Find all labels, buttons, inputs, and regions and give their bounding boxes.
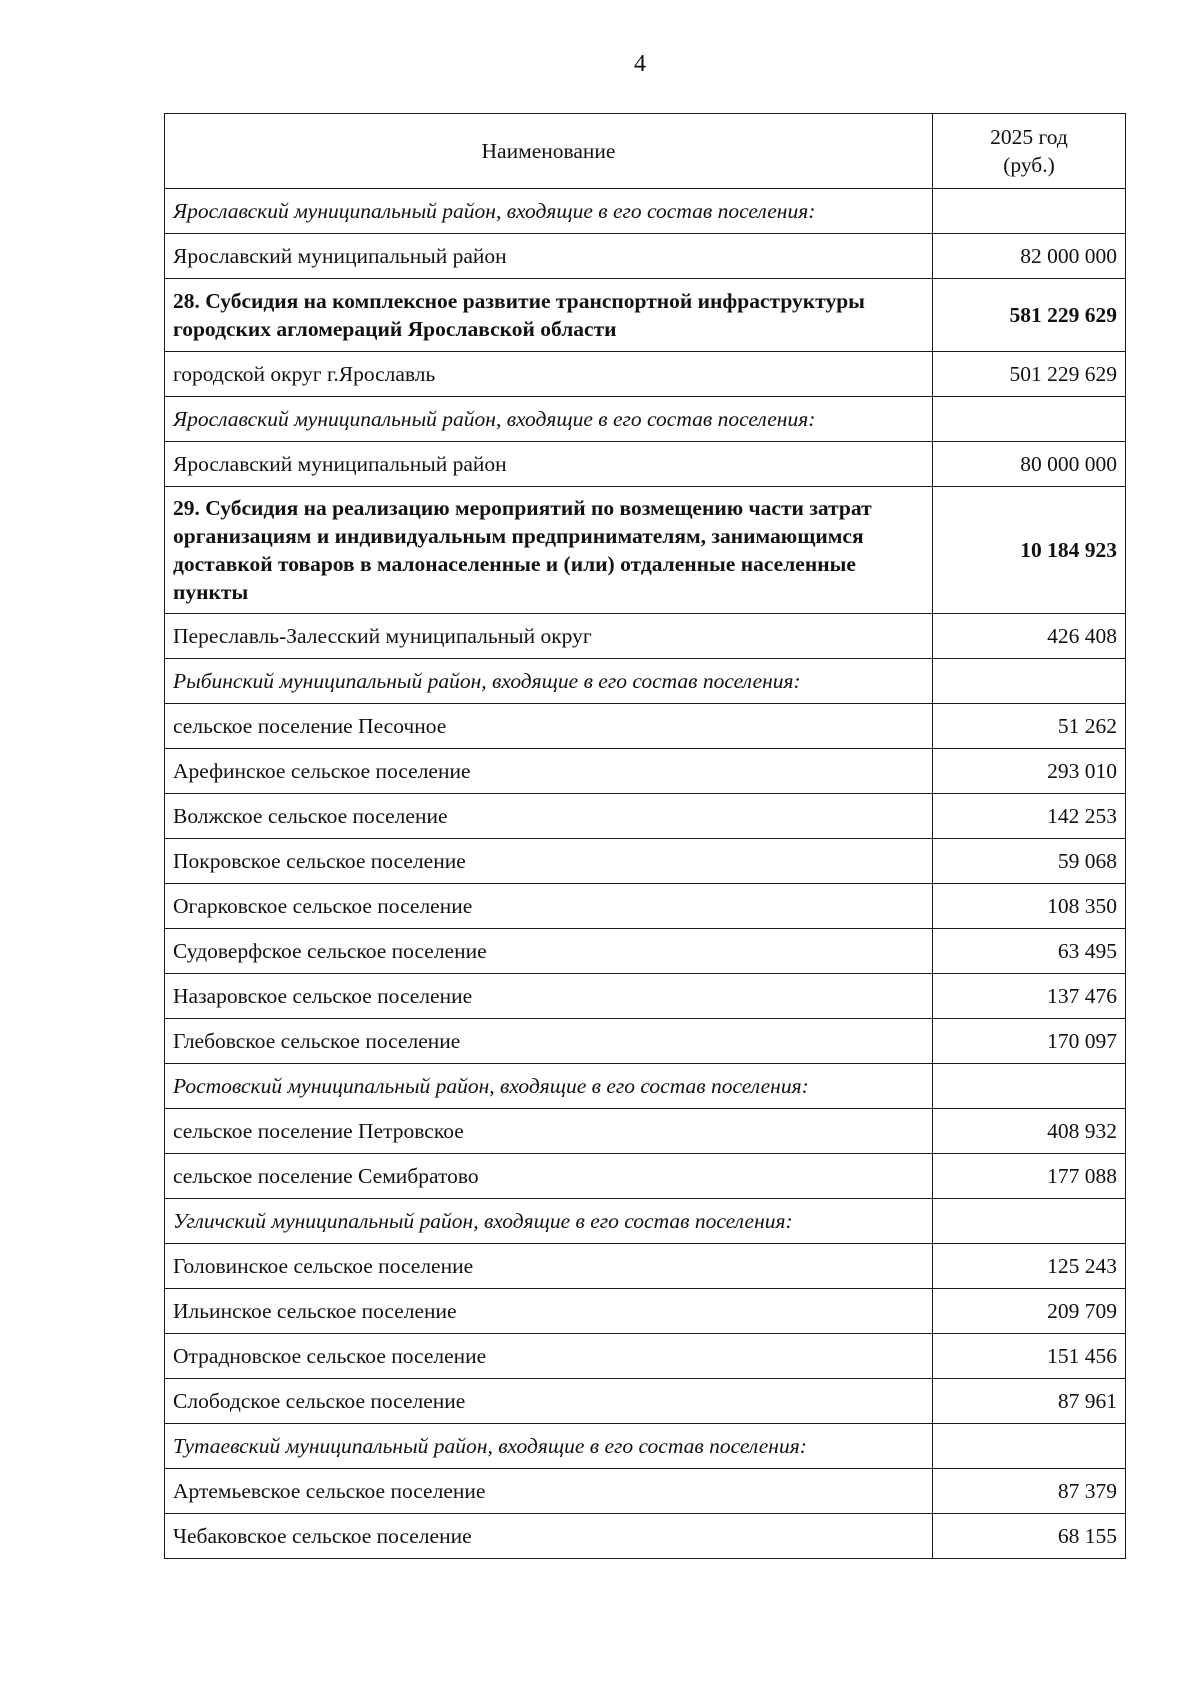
row-name: Ярославский муниципальный район bbox=[165, 442, 933, 487]
table-row bbox=[165, 884, 1126, 929]
section-total: 10 184 923 bbox=[933, 487, 1126, 614]
table-row bbox=[165, 839, 1126, 884]
row-name: Переславль-Залесский муниципальный округ bbox=[165, 614, 933, 659]
group-value bbox=[933, 189, 1126, 234]
table-row bbox=[165, 1109, 1126, 1154]
row-name: Головинское сельское поселение bbox=[165, 1244, 933, 1289]
table-row bbox=[165, 1379, 1126, 1424]
section-title: 29. Субсидия на реализацию мероприятий по возмещению части затрат организациям и индивидуальным предпринимателям, занимающимся доставкой товаров в малонаселенные и (или) отдаленные населенные пункты bbox=[165, 487, 933, 614]
group-value bbox=[933, 1199, 1126, 1244]
section-row bbox=[165, 487, 1126, 614]
group-row bbox=[165, 397, 1126, 442]
row-name: Артемьевское сельское поселение bbox=[165, 1469, 933, 1514]
table-row bbox=[165, 1154, 1126, 1199]
row-name: Чебаковское сельское поселение bbox=[165, 1514, 933, 1559]
header-year: 2025 год bbox=[990, 125, 1068, 149]
row-name: Волжское сельское поселение bbox=[165, 794, 933, 839]
group-label: Угличский муниципальный район, входящие в его состав поселения: bbox=[165, 1199, 933, 1244]
row-name: сельское поселение Песочное bbox=[165, 704, 933, 749]
row-value: 408 932 bbox=[933, 1109, 1126, 1154]
row-name: Огарковское сельское поселение bbox=[165, 884, 933, 929]
header-unit: (руб.) bbox=[1003, 153, 1055, 177]
row-name: Покровское сельское поселение bbox=[165, 839, 933, 884]
row-value: 87 961 bbox=[933, 1379, 1126, 1424]
row-value: 293 010 bbox=[933, 749, 1126, 794]
group-label: Ростовский муниципальный район, входящие в его состав поселения: bbox=[165, 1064, 933, 1109]
row-name: Ярославский муниципальный район bbox=[165, 234, 933, 279]
table-row bbox=[165, 1514, 1126, 1559]
row-name: Назаровское сельское поселение bbox=[165, 974, 933, 1019]
table-row bbox=[165, 1244, 1126, 1289]
row-name: Глебовское сельское поселение bbox=[165, 1019, 933, 1064]
group-row bbox=[165, 659, 1126, 704]
table-row bbox=[165, 1469, 1126, 1514]
row-value: 426 408 bbox=[933, 614, 1126, 659]
row-value: 87 379 bbox=[933, 1469, 1126, 1514]
row-value: 501 229 629 bbox=[933, 352, 1126, 397]
group-value bbox=[933, 1064, 1126, 1109]
row-value: 80 000 000 bbox=[933, 442, 1126, 487]
row-name: Отрадновское сельское поселение bbox=[165, 1334, 933, 1379]
row-value: 142 253 bbox=[933, 794, 1126, 839]
row-name: сельское поселение Петровское bbox=[165, 1109, 933, 1154]
row-value: 151 456 bbox=[933, 1334, 1126, 1379]
row-value: 137 476 bbox=[933, 974, 1126, 1019]
row-value: 209 709 bbox=[933, 1289, 1126, 1334]
group-value bbox=[933, 659, 1126, 704]
table-header bbox=[165, 114, 1126, 189]
row-name: Слободское сельское поселение bbox=[165, 1379, 933, 1424]
table-row bbox=[165, 974, 1126, 1019]
section-title: 28. Субсидия на комплексное развитие транспортной инфраструктуры городских агломераций Ярославской области bbox=[165, 279, 933, 352]
row-value: 63 495 bbox=[933, 929, 1126, 974]
table-row bbox=[165, 704, 1126, 749]
table-row bbox=[165, 929, 1126, 974]
section-row bbox=[165, 279, 1126, 352]
group-label: Рыбинский муниципальный район, входящие в его состав поселения: bbox=[165, 659, 933, 704]
table-row bbox=[165, 442, 1126, 487]
group-value bbox=[933, 397, 1126, 442]
row-name: Ильинское сельское поселение bbox=[165, 1289, 933, 1334]
table-row bbox=[165, 234, 1126, 279]
group-row bbox=[165, 1064, 1126, 1109]
subsidy-table bbox=[164, 113, 1126, 1559]
table-row bbox=[165, 614, 1126, 659]
group-label: Ярославский муниципальный район, входящие в его состав поселения: bbox=[165, 397, 933, 442]
table-row bbox=[165, 352, 1126, 397]
group-row bbox=[165, 189, 1126, 234]
row-value: 51 262 bbox=[933, 704, 1126, 749]
table-row bbox=[165, 1019, 1126, 1064]
row-name: Судоверфское сельское поселение bbox=[165, 929, 933, 974]
table-row bbox=[165, 1289, 1126, 1334]
row-name: городской округ г.Ярославль bbox=[165, 352, 933, 397]
row-value: 177 088 bbox=[933, 1154, 1126, 1199]
row-value: 82 000 000 bbox=[933, 234, 1126, 279]
row-name: сельское поселение Семибратово bbox=[165, 1154, 933, 1199]
row-value: 170 097 bbox=[933, 1019, 1126, 1064]
row-value: 125 243 bbox=[933, 1244, 1126, 1289]
header-name: Наименование bbox=[165, 114, 933, 189]
page-number: 4 bbox=[634, 51, 646, 77]
group-row bbox=[165, 1199, 1126, 1244]
row-name: Арефинское сельское поселение bbox=[165, 749, 933, 794]
group-label: Тутаевский муниципальный район, входящие в его состав поселения: bbox=[165, 1424, 933, 1469]
row-value: 59 068 bbox=[933, 839, 1126, 884]
row-value: 108 350 bbox=[933, 884, 1126, 929]
row-value: 68 155 bbox=[933, 1514, 1126, 1559]
group-label: Ярославский муниципальный район, входящие в его состав поселения: bbox=[165, 189, 933, 234]
table-row bbox=[165, 794, 1126, 839]
table-row bbox=[165, 1334, 1126, 1379]
table-row bbox=[165, 749, 1126, 794]
group-value bbox=[933, 1424, 1126, 1469]
section-total: 581 229 629 bbox=[933, 279, 1126, 352]
header-value bbox=[933, 114, 1126, 189]
group-row bbox=[165, 1424, 1126, 1469]
